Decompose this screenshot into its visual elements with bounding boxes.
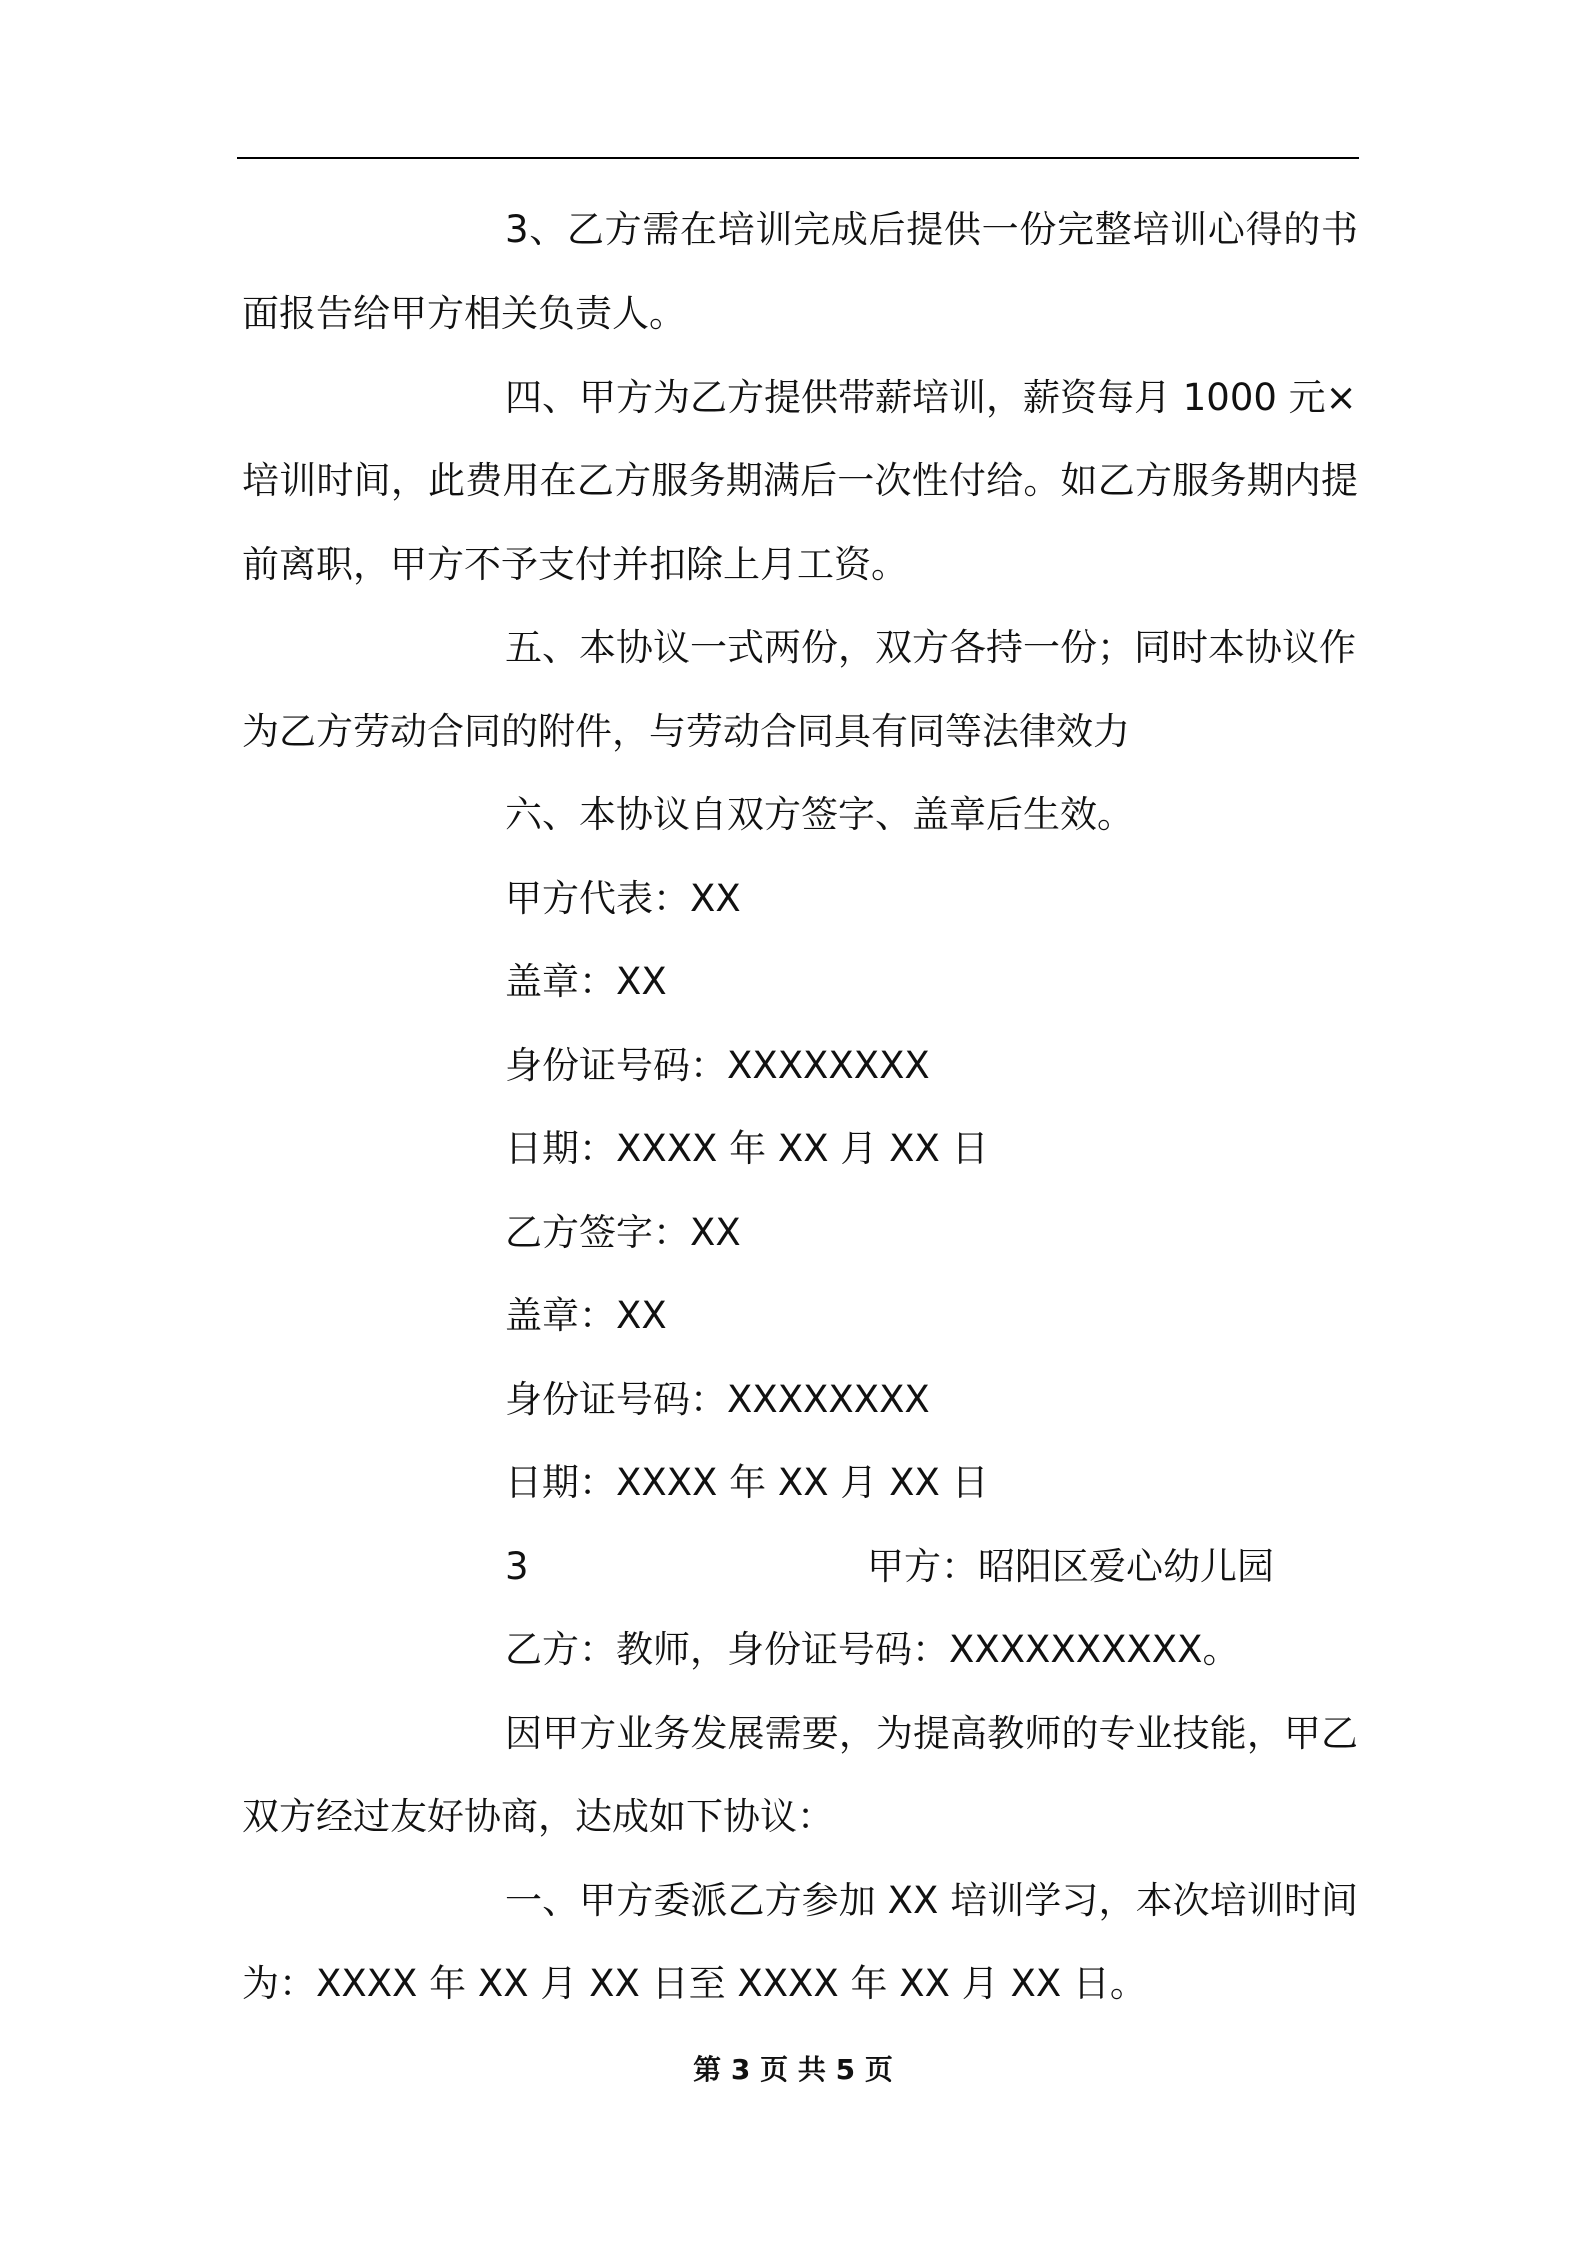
clause-4-line-1: 四、甲方为乙方提供带薪培训，薪资每月 1000 元× — [505, 376, 1357, 419]
party-a-date: 日期：XXXX 年 XX 月 XX 日 — [505, 1127, 989, 1170]
clause-5-line-1: 五、本协议一式两份，双方各持一份；同时本协议作 — [505, 626, 1356, 669]
party-a-representative: 甲方代表：XX — [505, 877, 741, 920]
party-b-seal: 盖章：XX — [505, 1294, 667, 1337]
party-b-info: 乙方：教师，身份证号码：XXXXXXXXXX。 — [505, 1628, 1240, 1671]
party-b-date: 日期：XXXX 年 XX 月 XX 日 — [505, 1461, 989, 1504]
clause-4-line-3: 前离职，甲方不予支付并扣除上月工资。 — [242, 543, 908, 586]
party-b-id-number: 身份证号码：XXXXXXXX — [505, 1378, 930, 1421]
intro-line-2: 双方经过友好协商，达成如下协议： — [242, 1795, 834, 1838]
page-footer: 第 3 页 共 5 页 — [693, 2053, 893, 2086]
clause-6: 六、本协议自双方签字、盖章后生效。 — [505, 793, 1134, 836]
clause-1-line-1: 一、甲方委派乙方参加 XX 培训学习，本次培训时间 — [505, 1879, 1358, 1922]
section-number: 3 — [505, 1545, 529, 1588]
party-a-name: 甲方：昭阳区爱心幼儿园 — [867, 1545, 1274, 1588]
party-b-signature: 乙方签字：XX — [505, 1211, 741, 1254]
header-rule — [237, 157, 1359, 159]
clause-4-line-2: 培训时间，此费用在乙方服务期满后一次性付给。如乙方服务期内提 — [242, 459, 1358, 502]
clause-3-line-1: 3、乙方需在培训完成后提供一份完整培训心得的书 — [505, 208, 1358, 251]
clause-5-line-2: 为乙方劳动合同的附件，与劳动合同具有同等法律效力 — [242, 710, 1130, 753]
clause-3-line-2: 面报告给甲方相关负责人。 — [242, 292, 686, 335]
party-a-seal: 盖章：XX — [505, 960, 667, 1003]
intro-line-1: 因甲方业务发展需要，为提高教师的专业技能，甲乙 — [505, 1712, 1358, 1755]
party-a-id-number: 身份证号码：XXXXXXXX — [505, 1044, 930, 1087]
clause-1-line-2: 为：XXXX 年 XX 月 XX 日至 XXXX 年 XX 月 XX 日。 — [242, 1962, 1147, 2005]
